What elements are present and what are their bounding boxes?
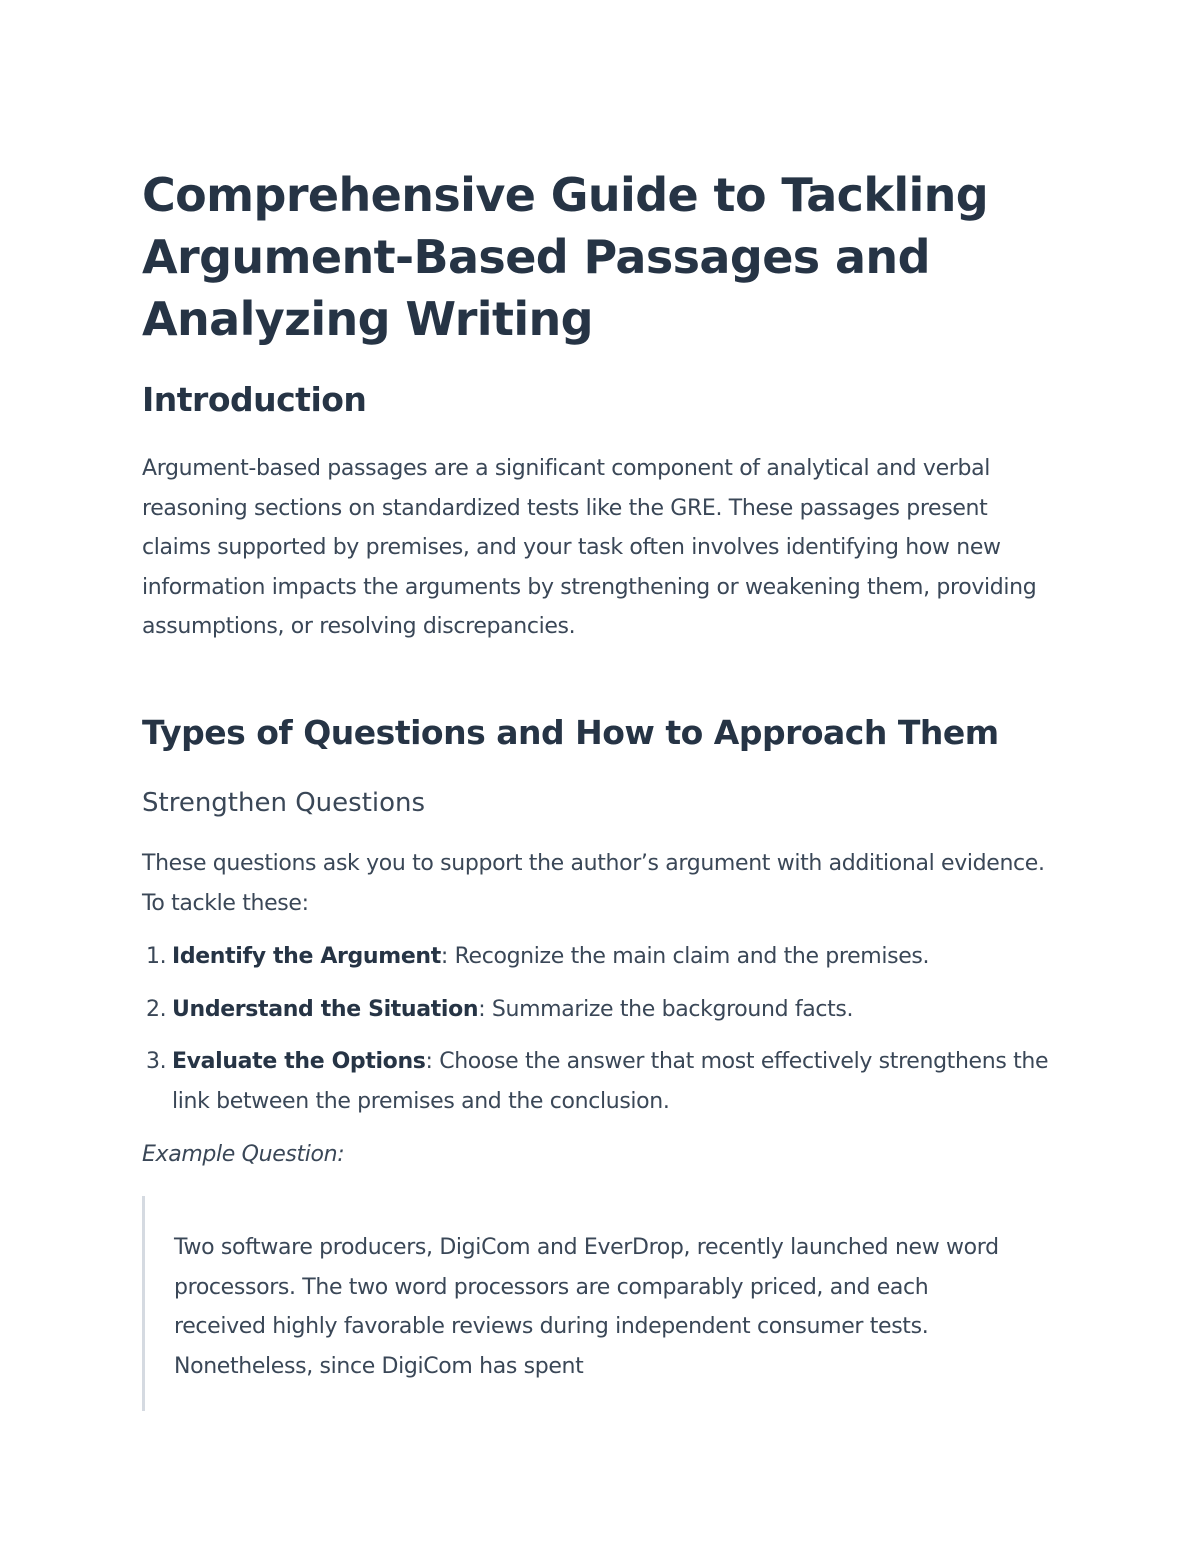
step-description: : Summarize the background facts. [478, 996, 854, 1022]
example-question-text: Two software producers, DigiCom and EverDrop, recently launched new word processors. The two word processors are comparably priced, and each received highly favorable reviews during independent consumer tests. Nonetheless, since DigiCom has spent [174, 1235, 999, 1379]
list-item [146, 1042, 1052, 1121]
step-term: Understand the Situation [172, 996, 479, 1022]
strengthen-steps-list [142, 937, 1052, 1134]
example-blockquote [142, 1196, 1035, 1411]
introduction-paragraph: Argument-based passages are a significant component of analytical and verbal reasoning sections on standardized tests like the GRE. These passages present claims supported by premises, and your task often involves identifying how new information impacts the arguments by strengthening or weakening them, providing assumptions, or resolving discrepancies. [142, 456, 1037, 640]
step-term: Identify the Argument [172, 944, 441, 969]
example-question-label: Example Question: [142, 1142, 345, 1167]
step-description: : Choose the answer that most effectively strengthens the link between the premises and the conclusion. [172, 1049, 1049, 1114]
step-number: 2. [146, 996, 167, 1022]
page-title: Comprehensive Guide to Tackling Argument-Based Passages and Analyzing Writing [142, 168, 989, 346]
step-number: 1. [146, 944, 167, 969]
step-term: Evaluate the Options [172, 1049, 426, 1075]
step-description: : Recognize the main claim and the premises. [440, 944, 930, 969]
step-number: 3. [146, 1049, 167, 1075]
types-of-questions-heading: Types of Questions and How to Approach Them [142, 713, 999, 752]
strengthen-questions-heading: Strengthen Questions [142, 788, 426, 818]
list-item [146, 990, 1052, 1030]
strengthen-questions-paragraph: These questions ask you to support the author’s argument with additional evidence. To tackle these: [142, 851, 1045, 916]
introduction-heading: Introduction [142, 380, 367, 419]
list-item [146, 937, 1052, 977]
